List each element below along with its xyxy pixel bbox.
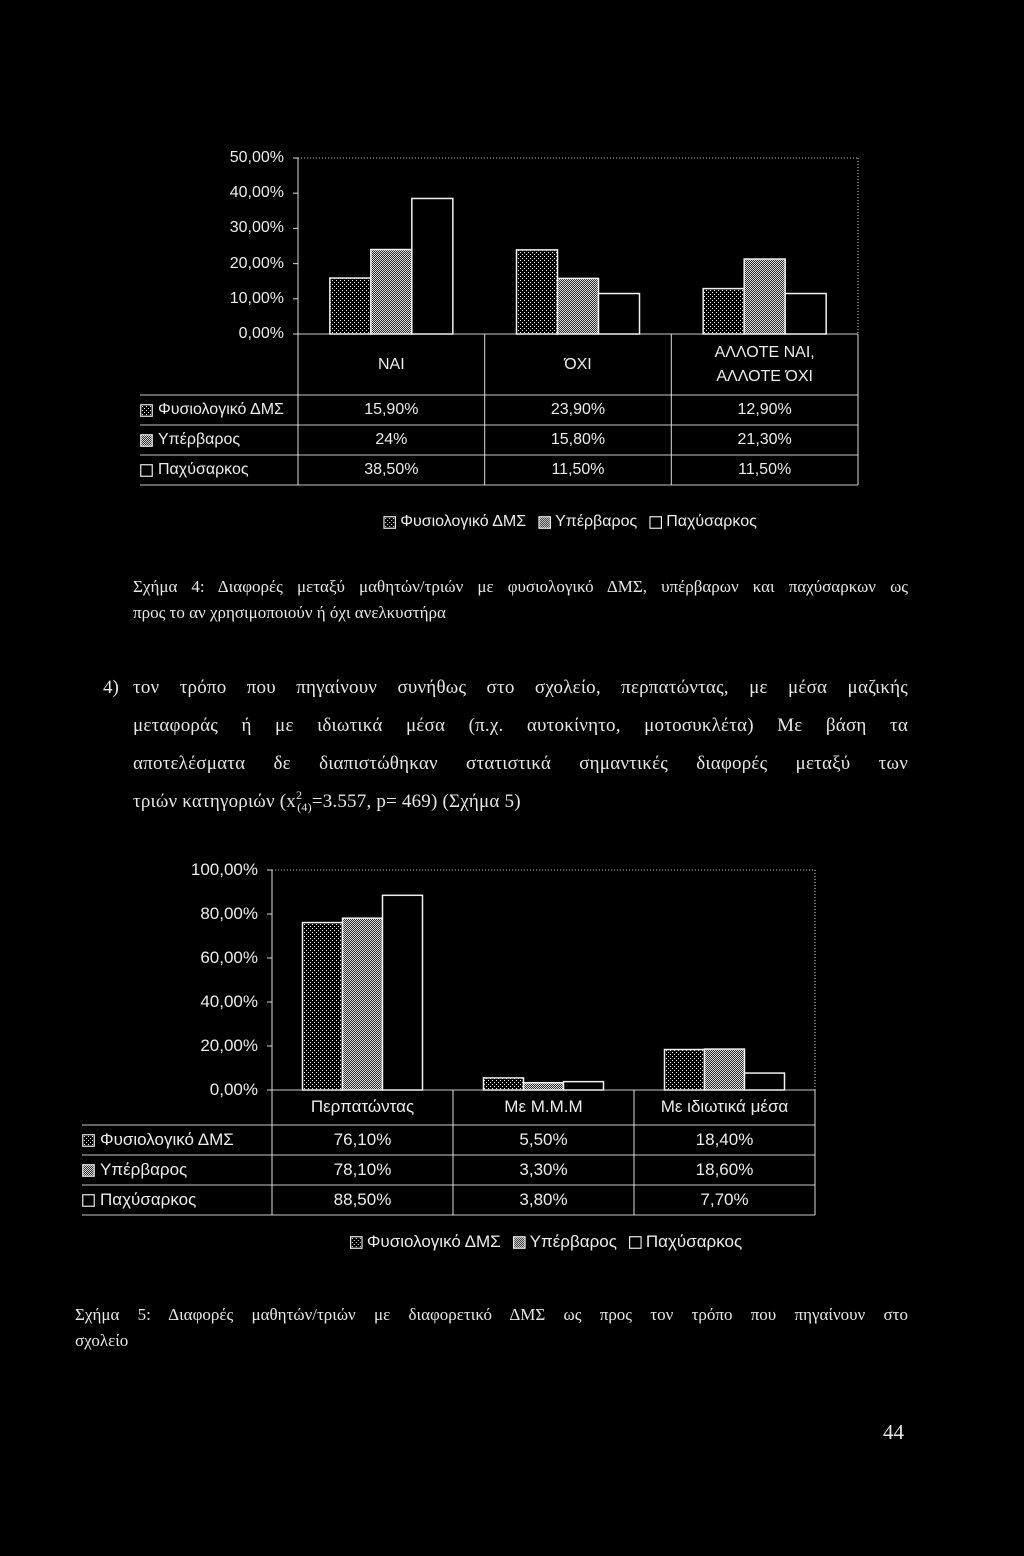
fig5-legend — [350, 1231, 742, 1253]
fig4-category-label: ΑΛΛΟΤΕ ΝΑΙ, ΑΛΛΟΤΕ ΌΧΙ — [714, 344, 815, 385]
series-name: Φυσιολογικό ΔΜΣ — [100, 1130, 234, 1149]
fig4-y-tick-label: 50,00% — [229, 149, 284, 166]
series-name: Υπέρβαρος — [158, 431, 241, 448]
fig4-table-row-label — [140, 425, 294, 455]
empty-square-icon — [649, 516, 662, 529]
dense-dot-square-icon — [513, 1236, 526, 1249]
figure-4-caption — [133, 574, 908, 626]
body-text: τριών κατηγοριών (x — [133, 791, 296, 812]
fig5-table-cell: 3,30% — [519, 1160, 568, 1179]
sparse-dot-square-icon — [350, 1236, 363, 1249]
fig4-y-tick-label: 30,00% — [229, 219, 284, 237]
fig5-table-cell: 18,40% — [695, 1130, 754, 1149]
legend-label: Φυσιολογικό ΔΜΣ — [366, 1232, 501, 1251]
fig4-table-cell: 21,30% — [737, 431, 792, 448]
legend-item — [383, 513, 526, 531]
sparse-dot-square-icon — [82, 1134, 95, 1147]
fig5-table-row-label — [82, 1185, 268, 1215]
fig5-table-cell: 3,80% — [519, 1190, 568, 1209]
body-line: τον τρόπο που πηγαίνουν συνήθως στο σχολείο, περπατώντας, με μέσα μαζικής — [133, 677, 908, 698]
dense-dot-square-icon — [538, 516, 551, 529]
body-line: αποτελέσματα δε διαπιστώθηκαν στατιστικά σημαντικές διαφορές μεταξύ των — [133, 753, 908, 774]
fig5-y-tick-label: 40,00% — [200, 992, 258, 1011]
body-line-last — [133, 783, 908, 821]
fig4-table-cell: 24% — [375, 431, 408, 448]
fig4-y-tick-label: 0,00% — [238, 325, 284, 342]
fig5-y-tick-label: 60,00% — [200, 948, 258, 967]
fig5-y-tick-label: 0,00% — [209, 1080, 258, 1099]
fig4-table-cell: 15,80% — [550, 431, 606, 448]
figure-5-caption-line: σχολείο — [75, 1331, 129, 1350]
fig4-table-cell: 12,90% — [737, 401, 792, 418]
legend-label: Παχύσαρκος — [645, 1232, 743, 1251]
sparse-dot-square-icon — [383, 516, 396, 529]
fig5-table-cell: 76,10% — [333, 1130, 392, 1149]
fig4-table-cell: 11,50% — [738, 461, 792, 478]
fig4-y-tick-label: 20,00% — [229, 254, 284, 272]
fig4-table-cell: 38,50% — [364, 461, 419, 478]
legend-label: Υπέρβαρος — [529, 1232, 617, 1251]
legend-item — [629, 1232, 742, 1252]
fig4-y-tick-label: 10,00% — [229, 289, 284, 307]
fig5-category-label: Με ιδιωτικά μέσα — [660, 1097, 789, 1117]
figure-5-caption — [75, 1302, 908, 1354]
superscript: 2 — [295, 788, 303, 802]
figure-4-caption-line: προς το αν χρησιμοποιούν ή όχι ανελκυστήρα — [133, 603, 446, 622]
fig4-legend — [383, 511, 757, 533]
body-paragraph — [133, 669, 908, 821]
fig5-table-cell: 78,10% — [333, 1160, 392, 1179]
fig5-y-tick-label: 20,00% — [200, 1036, 258, 1055]
empty-square-icon — [629, 1236, 642, 1249]
fig5-category-label: Με Μ.Μ.Μ — [504, 1097, 583, 1117]
series-name: Υπέρβαρος — [100, 1160, 188, 1179]
chi-square-notation — [295, 788, 312, 814]
series-name: Παχύσαρκος — [158, 461, 249, 478]
dense-dot-square-icon — [82, 1164, 95, 1177]
body-line: μεταφοράς ή με ιδιωτικά μέσα (π.χ. αυτοκίνητο, μοτοσυκλέτα) Με βάση τα — [133, 715, 908, 736]
series-name: Φυσιολογικό ΔΜΣ — [158, 401, 284, 418]
fig5-table-row-label — [82, 1125, 268, 1155]
empty-square-icon — [82, 1194, 95, 1207]
subscript: (4) — [297, 800, 312, 814]
fig4-table-row-label — [140, 395, 294, 425]
legend-item — [513, 1232, 617, 1252]
figure-4-caption-line: Σχήμα 4: Διαφορές μεταξύ μαθητών/τριών με φυσιολογικό ΔΜΣ, υπέρβαρων και παχύσαρκων ως — [133, 577, 908, 596]
legend-label: Παχύσαρκος — [666, 513, 757, 530]
fig5-table-cell: 88,50% — [333, 1190, 392, 1209]
legend-item — [649, 513, 757, 531]
fig5-y-tick-label: 100,00% — [190, 860, 258, 879]
fig4-y-tick-label: 40,00% — [229, 184, 284, 202]
sparse-dot-square-icon — [140, 404, 153, 417]
fig4-table-cell: 11,50% — [551, 461, 605, 478]
series-name: Παχύσαρκος — [100, 1190, 197, 1209]
dense-dot-square-icon — [140, 434, 153, 447]
body-text: =3.557, p= 469) (Σχήμα 5) — [311, 791, 521, 812]
fig4-table-cell: 15,90% — [364, 401, 419, 418]
fig5-table-cell: 7,70% — [700, 1190, 749, 1209]
fig5-category-label: Περπατώντας — [310, 1097, 415, 1117]
legend-item — [350, 1232, 501, 1252]
fig4-table-cell: 23,90% — [550, 401, 606, 418]
page-number: 44 — [883, 1420, 904, 1444]
fig4-category-label: ΝΑΙ — [377, 355, 405, 373]
empty-square-icon — [140, 464, 153, 477]
list-item-marker: 4) — [103, 677, 119, 698]
legend-label: Υπέρβαρος — [555, 513, 638, 530]
fig4-category-label: ΌΧΙ — [564, 355, 592, 373]
legend-label: Φυσιολογικό ΔΜΣ — [400, 513, 527, 530]
fig4-table-row-label — [140, 455, 294, 485]
fig5-table-cell: 5,50% — [519, 1130, 568, 1149]
fig5-table-cell: 18,60% — [695, 1160, 754, 1179]
figure-5-caption-line: Σχήμα 5: Διαφορές μαθητών/τριών με διαφορετικό ΔΜΣ ως προς τον τρόπο που πηγαίνουν στο — [75, 1305, 908, 1324]
fig5-y-tick-label: 80,00% — [200, 904, 258, 923]
fig5-table-row-label — [82, 1155, 268, 1185]
legend-item — [538, 513, 637, 531]
